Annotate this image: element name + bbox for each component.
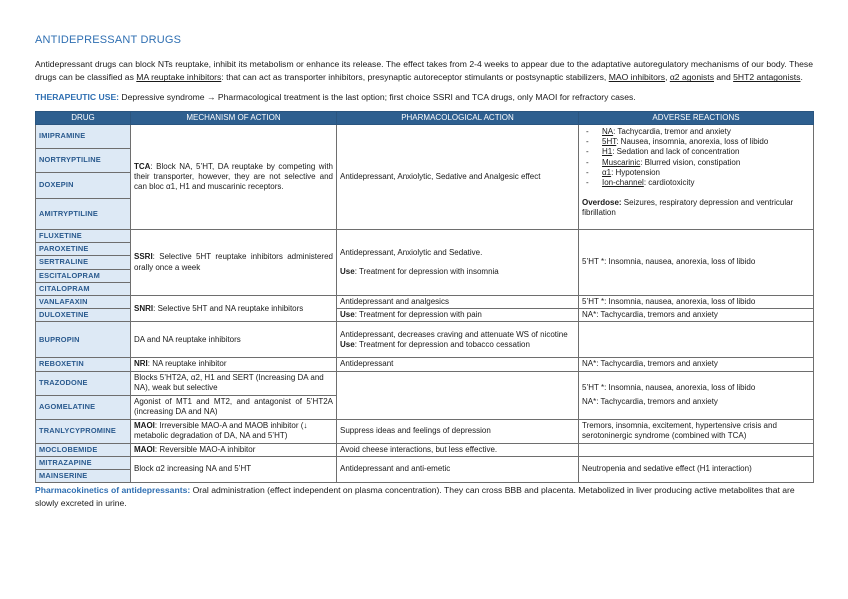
adverse-term: NA	[602, 127, 614, 137]
use-text: : Treatment for depression with pain	[354, 310, 482, 320]
link-mao-inhibitors: MAO inhibitors	[608, 72, 666, 83]
ssri-label: SSRI	[134, 252, 153, 262]
drug-doxepin: DOXEPIN	[36, 173, 131, 199]
tca-mechanism	[131, 125, 337, 230]
header-adverse-reactions: ADVERSE REACTIONS	[579, 111, 814, 124]
list-item	[582, 168, 810, 178]
ssri-use	[340, 267, 575, 277]
bupropin-mechanism: DA and NA reuptake inhibitors	[131, 322, 337, 358]
tca-pharm-action: Antidepressant, Anxiolytic, Sedative and Analgesic effect	[337, 125, 579, 230]
therapeutic-use	[35, 92, 813, 102]
traz-ago-adverse-1: 5’HT *: Insomnia, nausea, anorexia, loss of libido	[582, 383, 756, 393]
document-page	[35, 34, 813, 510]
snri-label: SNRI	[134, 303, 154, 313]
drug-mainserine: MAINSERINE	[36, 470, 131, 483]
drug-reboxetin: REBOXETIN	[36, 358, 131, 371]
tranylcypromine-mechanism	[131, 419, 337, 443]
moclobemide-adverse	[579, 443, 814, 456]
pharmacokinetics-paragraph	[35, 484, 813, 510]
mitra-main-adverse: Neutropenia and sedative effect (H1 interaction)	[579, 456, 814, 482]
table-row	[36, 456, 814, 469]
table-row	[36, 296, 814, 309]
drug-vanlafaxin: VANLAFAXIN	[36, 296, 131, 309]
intro-paragraph	[35, 58, 813, 85]
drug-escitalopram: ESCITALOPRAM	[36, 269, 131, 282]
trazodone-mechanism: Blocks 5’HT2A, α2, H1 and SERT (Increasing DA and NA), weak but selective	[131, 371, 337, 395]
use-text: : Treatment for depression with insomnia	[354, 267, 499, 277]
drug-sertraline: SERTRALINE	[36, 256, 131, 269]
drug-imipramine: IMIPRAMINE	[36, 125, 131, 149]
drug-fluxetine: FLUXETINE	[36, 230, 131, 243]
adverse-text: : Nausea, insomnia, anorexia, loss of libido	[616, 137, 769, 147]
reboxetin-mechanism	[131, 358, 337, 371]
moclobemide-pharm-action: Avoid cheese interactions, but less effective.	[337, 443, 579, 456]
bupropin-use	[340, 340, 575, 350]
bupropin-adverse	[579, 322, 814, 358]
tca-label: TCA	[134, 161, 151, 171]
agomelatine-mechanism: Agonist of MT1 and MT2, and antagonist of 5’HT2A (increasing DA and NA)	[131, 395, 337, 419]
ssri-mechanism	[131, 230, 337, 296]
snri-pharm-action: Antidepressant and analgesics	[337, 296, 579, 309]
use-text: : Treatment for depression and tobacco cessation	[354, 339, 530, 349]
tca-mech-text: : Block NA, 5’HT, DA reuptake by competing with their transporter, however, they are not selective and can bloc α1, H1 and muscarinic receptors.	[134, 161, 333, 192]
adverse-term: 5HT	[602, 137, 617, 147]
drug-moclobemide: MOCLOBEMIDE	[36, 443, 131, 456]
traz-ago-pharm-action	[337, 371, 579, 419]
table-row	[36, 419, 814, 443]
adverse-text: : Blurred vision, constipation	[640, 157, 741, 167]
adverse-term: α1	[602, 167, 612, 177]
traz-ago-adverse-2: NA*: Tachycardia, tremors and anxiety	[582, 396, 718, 406]
mitra-main-mechanism: Block α2 increasing NA and 5’HT	[131, 456, 337, 482]
link-ma-reuptake: MA reuptake inhibitors	[136, 72, 222, 83]
pharmacokinetics-text: Oral administration (effect independent on plasma concentration). They can cross BBB and placenta. Metabolized in liver producing active metabolites that are slowly excreted in urine.	[35, 485, 795, 509]
maoi-mech-text: : Irreversible MAO-A and MAOB inhibitor (↓ metabolic degradation of DA, NA and 5’HT)	[134, 420, 308, 441]
snri-mech-text: : Selective 5HT and NA reuptake inhibitors	[153, 303, 304, 313]
adverse-text: : Sedation and lack of concentration	[612, 147, 740, 157]
bupropin-pharm-action	[337, 322, 579, 358]
ssri-adverse: 5’HT *: Insomnia, nausea, anorexia, loss of libido	[579, 230, 814, 296]
drug-tranylcypromine: TRANLYCYPROMINE	[36, 419, 131, 443]
adverse-term: Muscarinic	[602, 157, 641, 167]
drug-agomelatine: AGOMELATINE	[36, 395, 131, 419]
ssri-pharm-text: Antidepressant, Anxiolytic and Sedative.	[340, 247, 483, 257]
list-item	[582, 147, 810, 157]
drug-paroxetine: PAROXETINE	[36, 243, 131, 256]
adverse-term: H1	[602, 147, 613, 157]
snri-use	[337, 309, 579, 322]
overdose-label: Overdose:	[582, 198, 622, 208]
maoi-label: MAOI	[134, 444, 155, 454]
therapeutic-use-text: Depressive syndrome → Pharmacological treatment is the last option; first choice SSRI and TCA drugs, only MAOI for refractory cases.	[119, 91, 636, 102]
link-a2-agonists: α2 agonists	[669, 72, 714, 83]
tca-adverse-list	[582, 127, 810, 188]
therapeutic-use-label: THERAPEUTIC USE:	[35, 91, 120, 102]
drug-table	[35, 111, 814, 483]
tranylcypromine-pharm-action: Suppress ideas and feelings of depression	[337, 419, 579, 443]
mitra-main-pharm-action: Antidepressant and anti-emetic	[337, 456, 579, 482]
list-item	[582, 137, 810, 147]
drug-citalopram: CITALOPRAM	[36, 282, 131, 295]
ssri-mech-text: : Selective 5HT reuptake inhibitors administered orally once a week	[134, 252, 333, 272]
intro-text-2: : that can act as transporter inhibitors, presynaptic autoreceptor stimulants or postsynaptic stabilizers,	[221, 72, 609, 83]
adverse-text: : Hypotension	[611, 167, 660, 177]
use-label: Use	[340, 310, 355, 320]
table-row	[36, 371, 814, 395]
pharmacokinetics-label: Pharmacokinetics of antidepressants:	[35, 485, 191, 496]
table-row	[36, 358, 814, 371]
tca-overdose	[582, 198, 810, 218]
drug-nortryptiline: NORTRYPTILINE	[36, 149, 131, 173]
use-label: Use	[340, 267, 355, 277]
drug-trazodone: TRAZODONE	[36, 371, 131, 395]
intro-end: .	[800, 72, 803, 83]
moclobemide-mechanism	[131, 443, 337, 456]
bupropin-pharm-text: Antidepressant, decreases craving and attenuate WS of nicotine	[340, 329, 568, 339]
table-row	[36, 125, 814, 149]
reboxetin-adverse: NA*: Tachycardia, tremors and anxiety	[579, 358, 814, 371]
reboxetin-pharm-action: Antidepressant	[337, 358, 579, 371]
header-mechanism: MECHANISM OF ACTION	[131, 111, 337, 124]
tca-adverse	[579, 125, 814, 230]
link-5ht2-antagonists: 5HT2 antagonists	[733, 72, 801, 83]
use-label: Use	[340, 339, 355, 349]
snri-adverse-2: NA*: Tachycardia, tremors and anxiety	[579, 309, 814, 322]
list-item	[582, 178, 810, 188]
header-pharmacological-action: PHARMACOLOGICAL ACTION	[337, 111, 579, 124]
snri-mechanism	[131, 296, 337, 322]
table-row	[36, 322, 814, 358]
intro-sep-1: ,	[665, 72, 670, 83]
overdose-text: Seizures, respiratory depression and ventricular fibrillation	[582, 198, 794, 218]
drug-duloxetine: DULOXETINE	[36, 309, 131, 322]
drug-amitryptiline: AMITRYPTILINE	[36, 199, 131, 230]
nri-label: NRI	[134, 359, 148, 369]
table-header-row	[36, 111, 814, 124]
header-drug: DRUG	[36, 111, 131, 124]
intro-sep-2: and	[714, 72, 734, 83]
table-row	[36, 443, 814, 456]
adverse-text: : Tachycardia, tremor and anxiety	[613, 127, 731, 137]
tranylcypromine-adverse: Tremors, insomnia, excitement, hypertensive crisis and serotoninergic syndrome (combined with TCA)	[579, 419, 814, 443]
page-title: ANTIDEPRESSANT DRUGS	[35, 34, 182, 46]
drug-mitrazapine: MITRAZAPINE	[36, 456, 131, 469]
adverse-text: : cardiotoxicity	[643, 178, 695, 188]
drug-bupropin: BUPROPIN	[36, 322, 131, 358]
snri-adverse-1: 5’HT *: Insomnia, nausea, anorexia, loss of libido	[579, 296, 814, 309]
intro-text-1: Antidepressant drugs can block NTs reuptake, inhibit its metabolism or enhance its release. The effect takes from 2-4 weeks to appear due to the adaptative autoregulatory mechanisms of our body. These drugs can be classified as	[35, 59, 813, 83]
maoi-label: MAOI	[134, 420, 155, 430]
maoi-mech-text: : Reversible MAO-A inhibitor	[154, 444, 256, 454]
adverse-term: Ion-channel	[602, 178, 644, 188]
list-item	[582, 127, 810, 137]
ssri-pharm-action	[337, 230, 579, 296]
list-item	[582, 158, 810, 168]
traz-ago-adverse	[579, 371, 814, 419]
nri-mech-text: : NA reuptake inhibitor	[147, 359, 227, 369]
table-row	[36, 230, 814, 243]
